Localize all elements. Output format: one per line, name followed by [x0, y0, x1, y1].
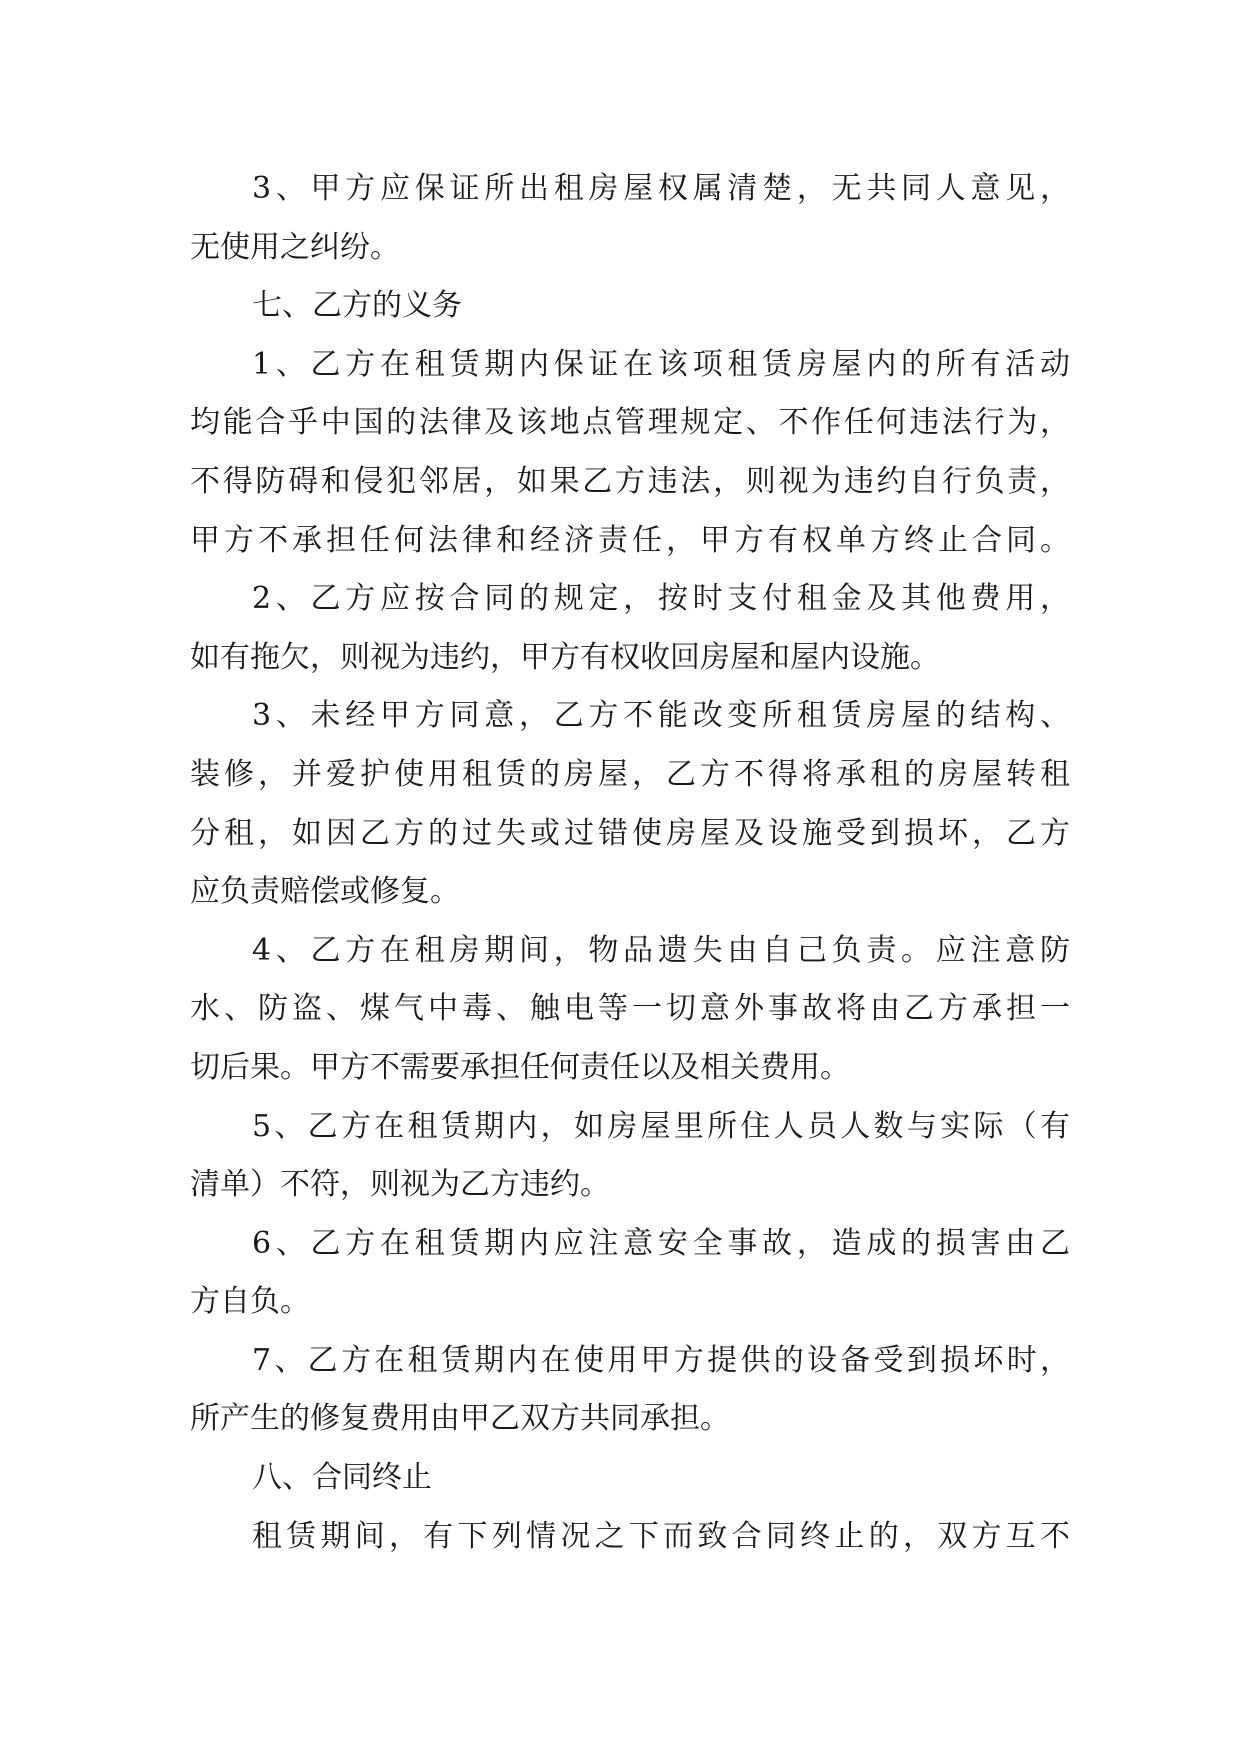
text-line: 3、未经甲方同意，乙方不能改变所租赁房屋的结构、: [252, 698, 1070, 734]
text-line: 七、乙方的义务: [252, 288, 462, 324]
text-line: 2、乙方应按合同的规定，按时支付租金及其他费用，: [252, 581, 1070, 617]
text-line: 租赁期间，有下列情况之下而致合同终止的，双方互不: [252, 1518, 1070, 1554]
text-line: 1、乙方在租赁期内保证在该项租赁房屋内的所有活动: [252, 346, 1070, 382]
text-line: 八、合同终止: [252, 1460, 432, 1496]
text-line: 7、乙方在租赁期内在使用甲方提供的设备受到损坏时，: [252, 1342, 1070, 1378]
text-line: 均能合乎中国的法律及该地点管理规定、不作任何违法行为，: [190, 405, 1070, 441]
text-line: 水、防盗、煤气中毒、触电等一切意外事故将由乙方承担一: [190, 991, 1070, 1027]
document-body: [190, 160, 1070, 1566]
text-line: 如有拖欠，则视为违约，甲方有权收回房屋和屋内设施。: [190, 639, 940, 675]
text-line: 无使用之纠纷。: [190, 229, 400, 265]
text-line: 切后果。甲方不需要承担任何责任以及相关费用。: [190, 1049, 850, 1085]
text-line: 3、甲方应保证所出租房屋权属清楚，无共同人意见，: [252, 171, 1070, 206]
text-line: 装修，并爱护使用租赁的房屋，乙方不得将承租的房屋转租: [190, 756, 1070, 792]
text-line: 所产生的修复费用由甲乙双方共同承担。: [190, 1401, 730, 1437]
text-line: 分租，如因乙方的过失或过错使房屋及设施受到损坏，乙方: [190, 815, 1070, 851]
text-line: 应负责赔偿或修复。: [190, 874, 460, 910]
text-line: 清单）不符，则视为乙方违约。: [190, 1167, 610, 1203]
text-line: 甲方不承担任何法律和经济责任，甲方有权单方终止合同。: [190, 522, 1070, 558]
text-line: 4、乙方在租房期间，物品遗失由自己负责。应注意防: [252, 932, 1070, 968]
text-line: 6、乙方在租赁期内应注意安全事故，造成的损害由乙: [252, 1225, 1070, 1261]
text-line: 5、乙方在租赁期内，如房屋里所住人员人数与实际（有: [252, 1108, 1070, 1144]
text-line: 方自负。: [190, 1284, 310, 1320]
text-line: 不得防碍和侵犯邻居，如果乙方违法，则视为违约自行负责，: [190, 463, 1070, 499]
